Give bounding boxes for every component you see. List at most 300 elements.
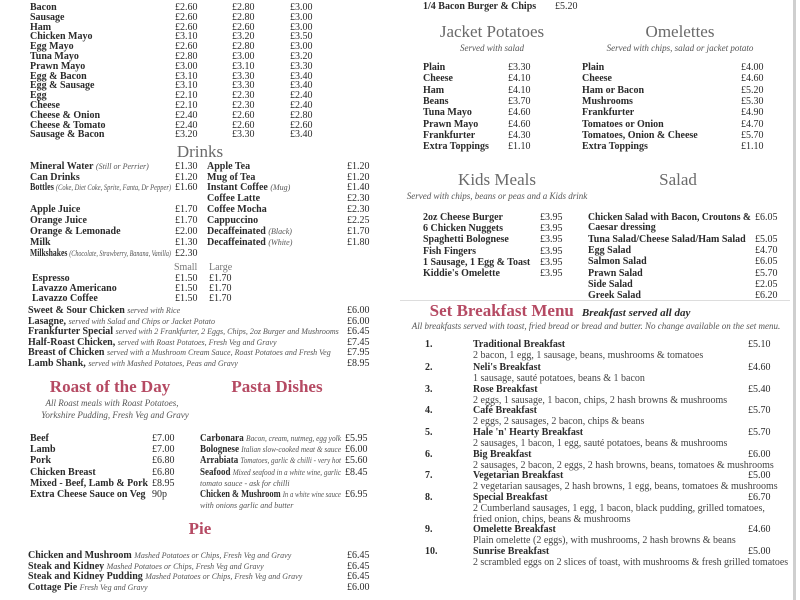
salad-item: Side Salad	[588, 279, 633, 290]
item-description: Bacon, cream, nutmeg, egg yolk	[246, 434, 342, 443]
drink-price: £1.20	[175, 172, 198, 183]
main-dish	[28, 348, 331, 358]
omelette-item: Cheese	[582, 73, 612, 85]
salad-item: Salmon Salad	[588, 256, 647, 267]
breakfast-number: 6.	[425, 449, 433, 460]
breakfast-price: £6.70	[748, 492, 771, 503]
roast-price: 90p	[152, 489, 167, 500]
breakfast-subtitle: All breakfasts served with toast, fried bread or bread and butter. No change available on the set menu.	[411, 321, 781, 331]
omelette-price: £4.90	[741, 107, 764, 119]
jacket-price: £4.10	[508, 73, 531, 85]
sandwich-section	[0, 0, 400, 145]
item-description: Italian slow-cooked meat & sauce	[241, 445, 341, 454]
jacket-price: £4.10	[508, 84, 531, 96]
drink-price: £1.60	[175, 182, 198, 193]
drink-item	[30, 238, 51, 248]
salad-item: Greek Salad	[588, 290, 641, 300]
price-medium: £2.30	[232, 90, 255, 102]
sandwich-name: Egg & Sausage	[30, 80, 95, 92]
item-description: served with a Mushroom Cream Sauce, Roast Potatoes and Fresh Veg	[106, 348, 331, 358]
drink-price: £2.00	[175, 226, 198, 237]
omelette-item: Tomatoes or Onion	[582, 118, 664, 130]
sandwich-name: Sausage	[30, 11, 65, 23]
price-medium: £2.80	[232, 41, 255, 53]
item-name: Decaffeinated	[207, 226, 266, 237]
sandwich-name: Ham	[30, 21, 52, 33]
breakfast-number: 7.	[425, 470, 433, 481]
jacket-item: Prawn Mayo	[423, 118, 479, 130]
item-name: Cappuccino	[207, 215, 259, 226]
drink-item	[207, 162, 250, 172]
coffee-name: Lavazzo Coffee	[32, 293, 98, 302]
item-name: Half-Roast Chicken,	[28, 336, 116, 348]
item-description: (Coke, Diet Coke, Sprite, Fanta, Dr Pepper)	[55, 183, 172, 192]
breakfast-description: 2 bacon, 1 egg, 1 sausage, beans, mushrooms & tomatoes	[473, 350, 704, 361]
main-price: £6.00	[347, 305, 370, 316]
item-description: (Chocolate, Strawberry, Banana, Vanilla)	[69, 249, 171, 258]
item-name: Chicken and Mushroom	[28, 550, 132, 561]
salad-price: £5.05	[755, 234, 778, 245]
breakfast-price: £5.40	[748, 384, 771, 395]
roast-subtitle: Yorkshire Pudding, Fresh Veg and Gravy	[41, 410, 189, 420]
kids-price: £3.95	[540, 256, 563, 268]
price-small: £3.00	[175, 60, 198, 72]
item-name: Steak and Kidney Pudding	[28, 571, 143, 583]
drink-item	[30, 183, 171, 193]
price-medium: £2.30	[232, 100, 255, 111]
price-small: £3.10	[175, 80, 198, 92]
breakfast-name: Vegetarian Breakfast	[473, 470, 564, 481]
omelette-item: Ham or Bacon	[582, 84, 645, 96]
jacket-price: £3.30	[508, 62, 531, 73]
kids-item: Fish Fingers	[423, 245, 477, 257]
sandwich-name: Cheese	[30, 100, 60, 111]
item-name: Bolognese	[200, 444, 240, 455]
omelette-price: £5.70	[741, 129, 764, 141]
breakfast-title: Set Breakfast Menu	[429, 301, 574, 320]
price-small: £2.40	[175, 119, 198, 131]
item-name: Apple Juice	[30, 204, 81, 215]
item-description: In a white wine sauce	[282, 490, 341, 499]
drink-item	[207, 216, 258, 226]
pasta-item	[200, 434, 341, 444]
drinks-section	[0, 145, 400, 302]
price-medium: £3.30	[232, 80, 255, 92]
sandwich-name: Tuna Mayo	[30, 51, 79, 62]
pie-price: £6.45	[347, 550, 370, 561]
roast-pasta-section	[0, 372, 400, 520]
breakfast-description: 1 sausage, sauté potatoes, beans & 1 bacon	[473, 373, 645, 384]
sandwich-name: Chicken Mayo	[30, 31, 93, 43]
item-description: (Still or Perrier)	[95, 162, 149, 171]
breakfast-name: Café Breakfast	[473, 405, 537, 416]
jacket-title: Jacket Potatoes	[439, 22, 545, 41]
omelette-item: Frankfurter	[582, 107, 635, 119]
sandwich-name: Egg & Bacon	[30, 70, 87, 82]
price-small: £2.60	[175, 11, 198, 23]
kids-salad-section	[400, 160, 800, 300]
breakfast-price: £5.70	[748, 427, 771, 438]
sandwich-name: Egg	[30, 90, 47, 102]
drink-price: £1.30	[175, 237, 198, 248]
price-large: £2.60	[290, 119, 313, 131]
pasta-price: £5.60	[345, 455, 368, 466]
kids-item: Kiddie's Omelette	[423, 268, 500, 279]
roast-price: £6.80	[152, 455, 175, 467]
price-large: £3.00	[290, 21, 313, 33]
item-name: Breast of Chicken	[28, 347, 105, 359]
breakfast-description: 2 eggs, 2 sausages, 2 bacon, chips & beans	[473, 416, 645, 427]
drink-price: £1.40	[347, 182, 370, 193]
breakfast-price: £6.00	[748, 449, 771, 460]
price-small: £2.60	[175, 2, 198, 13]
main-price: £7.45	[347, 336, 370, 348]
sandwich-name: Prawn Mayo	[30, 60, 86, 72]
sandwich-name: Egg Mayo	[30, 41, 74, 53]
item-name: Apple Tea	[207, 161, 251, 172]
jacket-omelette-section	[400, 0, 800, 160]
price-large: £2.80	[290, 109, 313, 121]
salad-item: Caesar dressing	[588, 222, 656, 233]
price-medium: £2.80	[232, 2, 255, 13]
item-name: Coffee Mocha	[207, 204, 267, 215]
roast-price: £8.95	[152, 477, 175, 489]
drink-price: £1.20	[347, 161, 370, 172]
pie-price: £6.45	[347, 560, 370, 572]
breakfast-description: Plain omelette (2 eggs), with mushrooms, 2 hash browns & beans	[473, 535, 736, 546]
item-name: Coffee Latte	[207, 193, 261, 204]
breakfast-price: £4.60	[748, 362, 771, 373]
breakfast-name: Neli's Breakfast	[473, 362, 541, 373]
pasta-price: £5.95	[345, 433, 368, 444]
breakfast-price: £5.10	[748, 339, 771, 350]
price-small: £2.80	[175, 51, 198, 62]
breakfast-number: 5.	[425, 427, 433, 438]
breakfast-name: Special Breakfast	[473, 492, 548, 503]
price-large: £3.30	[290, 60, 313, 72]
burger-price: £5.20	[555, 1, 578, 12]
omelette-price: £4.70	[741, 118, 764, 130]
main-price: £6.45	[347, 326, 370, 338]
jacket-item: Tuna Mayo	[423, 107, 472, 119]
jacket-item: Beans	[423, 95, 449, 107]
salad-item: Egg Salad	[588, 245, 632, 256]
mains-section	[0, 302, 400, 372]
pasta-item	[200, 456, 341, 466]
salad-price: £6.05	[755, 212, 778, 223]
page-edge	[793, 0, 796, 600]
coffee-price-small: £1.50	[175, 273, 198, 284]
jacket-item: Cheese	[423, 73, 453, 85]
price-large: £3.40	[290, 70, 313, 82]
coffee-name: Espresso	[32, 273, 70, 284]
price-large: £3.00	[290, 41, 313, 53]
price-large: £2.40	[290, 90, 313, 102]
drinks-title: Drinks	[176, 145, 224, 161]
item-name: Bottles	[30, 182, 54, 193]
price-medium: £3.20	[232, 31, 255, 43]
breakfast-name: Traditional Breakfast	[473, 339, 566, 350]
price-large: £3.00	[290, 11, 313, 23]
item-description: Fresh Veg and Gravy	[79, 583, 148, 593]
item-description: served with Mashed Potatoes, Peas and Gravy	[88, 359, 238, 368]
kids-item: Spaghetti Bolognese	[423, 234, 509, 246]
breakfast-header	[430, 302, 691, 322]
kids-item: 2oz Cheese Burger	[423, 212, 503, 223]
drink-price: £2.30	[347, 204, 370, 215]
kids-price: £3.95	[540, 268, 563, 279]
breakfast-number: 4.	[425, 405, 433, 416]
drink-price: £1.20	[347, 172, 370, 183]
pasta-description: tomato sauce - ask for chilli	[200, 479, 290, 488]
breakfast-number: 8.	[425, 492, 433, 503]
drink-item	[30, 227, 121, 237]
salad-item: Prawn Salad	[588, 268, 643, 279]
jacket-subtitle: Served with salad	[460, 43, 524, 53]
main-dish	[28, 306, 180, 316]
item-description: Tomatoes, garlic & chilli - very hot	[240, 456, 342, 465]
salad-item: Tuna Salad/Cheese Salad/Ham Salad	[588, 234, 746, 245]
breakfast-price: £4.60	[748, 524, 771, 535]
omelette-item: Extra Toppings	[582, 141, 648, 153]
kids-title: Kids Meals	[458, 170, 536, 189]
salad-price: £5.70	[755, 268, 778, 279]
salad-item: Chicken Salad with Bacon, Croutons &	[588, 212, 751, 223]
item-name: Can Drinks	[30, 172, 80, 183]
drink-item	[207, 205, 267, 215]
size-large-header: Large	[209, 262, 233, 273]
breakfast-number: 10.	[425, 546, 438, 557]
coffee-price-large: £1.70	[209, 293, 232, 302]
item-name: Lamb Shank,	[28, 358, 86, 369]
price-large: £3.00	[290, 2, 313, 13]
price-small: £2.60	[175, 21, 198, 33]
breakfast-tagline: Breakfast served all day	[581, 307, 691, 319]
sandwich-name: Cheese & Tomato	[30, 119, 106, 131]
price-large: £3.50	[290, 31, 313, 43]
price-large: £2.40	[290, 100, 313, 111]
pie-title: Pie	[188, 520, 212, 538]
price-small: £2.60	[175, 41, 198, 53]
jacket-item: Extra Toppings	[423, 141, 489, 153]
jacket-price: £4.30	[508, 129, 531, 141]
price-medium: £2.80	[232, 11, 255, 23]
roast-item: Pork	[30, 455, 52, 467]
pasta-description: with onions garlic and butter	[200, 501, 294, 510]
pasta-price: £8.45	[345, 467, 368, 478]
item-description: (White)	[268, 238, 293, 247]
breakfast-description: fried onion, chips, beans & mushrooms	[473, 514, 631, 525]
jacket-price: £4.60	[508, 107, 531, 119]
breakfast-description: 2 sausages, 2 bacon, 2 eggs, 2 hash browns, beans, tomatoes & mushrooms	[473, 460, 774, 471]
roast-item: Beef	[30, 433, 49, 444]
price-small: £3.20	[175, 129, 198, 141]
sandwich-name: Bacon	[30, 2, 57, 13]
breakfast-description: 2 sausages, 1 bacon, 1 egg, sauté potatoes, beans & mushrooms	[473, 438, 728, 449]
breakfast-number: 2.	[425, 362, 433, 373]
item-name: Seafood	[200, 467, 231, 478]
drink-price: £1.70	[175, 215, 198, 226]
breakfast-price: £5.70	[748, 405, 771, 416]
price-large: £3.40	[290, 129, 313, 141]
item-name: Mineral Water	[30, 161, 94, 172]
kids-item: 6 Chicken Nuggets	[423, 223, 504, 235]
item-name: Milkshakes	[30, 248, 68, 259]
item-name: Orange & Lemonade	[30, 226, 121, 237]
item-name: Frankfurter Special	[28, 326, 114, 338]
breakfast-name: Hale 'n' Hearty Breakfast	[473, 427, 584, 438]
coffee-price-small: £1.50	[175, 293, 198, 302]
pasta-price: £6.00	[345, 444, 368, 455]
main-dish	[28, 317, 215, 327]
drink-price: £2.30	[175, 248, 198, 259]
roast-subtitle: All Roast meals with Roast Potatoes,	[45, 398, 179, 408]
price-medium: £3.10	[232, 60, 255, 72]
price-small: £2.40	[175, 109, 198, 121]
drink-item	[207, 227, 292, 237]
omelette-price: £4.60	[741, 73, 764, 85]
item-name: Carbonara	[200, 433, 244, 444]
kids-item: 1 Sausage, 1 Egg & Toast	[423, 256, 531, 268]
coffee-price-small: £1.50	[175, 283, 198, 294]
item-name: Milk	[30, 237, 51, 248]
price-small: £2.10	[175, 100, 198, 111]
drink-item	[30, 162, 149, 172]
main-dish	[28, 359, 238, 369]
pasta-price: £6.95	[345, 489, 368, 500]
breakfast-description: 2 vegetarian sausages, 2 hash browns, 1 egg, beans, tomatoes & mushrooms	[473, 481, 778, 492]
salad-title: Salad	[659, 170, 697, 189]
breakfast-description: 2 Cumberland sausages, 1 egg, 1 bacon, black pudding, grilled tomatoes,	[473, 503, 765, 514]
item-name: Arrabiata	[200, 455, 239, 466]
salad-price: £6.05	[755, 256, 778, 267]
item-description: served with 2 Frankfurter, 2 Eggs, Chips, 2oz Burger and Mushrooms	[115, 327, 339, 337]
breakfast-price: £5.00	[748, 470, 771, 481]
pasta-item	[200, 490, 341, 500]
omelette-price: £5.20	[741, 84, 764, 96]
price-small: £3.10	[175, 70, 198, 82]
breakfast-section	[400, 301, 792, 600]
item-description: (Mug)	[270, 183, 291, 192]
item-description: served with Rice	[127, 306, 181, 315]
coffee-name: Lavazzo Americano	[32, 283, 117, 294]
drink-item	[30, 205, 80, 215]
salad-price: £4.70	[755, 245, 778, 256]
jacket-price: £1.10	[508, 141, 531, 153]
roast-price: £6.80	[152, 466, 175, 478]
kids-price: £3.95	[540, 223, 563, 235]
price-medium: £2.60	[232, 109, 255, 121]
main-price: £6.00	[347, 315, 370, 327]
omelettes-title: Omelettes	[645, 22, 715, 41]
price-medium: £3.30	[232, 70, 255, 82]
breakfast-name: Rose Breakfast	[473, 384, 538, 395]
coffee-price-large: £1.70	[209, 273, 232, 284]
breakfast-name: Big Breakfast	[473, 449, 532, 460]
price-medium: £3.00	[232, 51, 255, 62]
roast-price: £7.00	[152, 444, 175, 456]
item-name: Sweet & Sour Chicken	[28, 305, 125, 316]
main-dish	[28, 338, 277, 348]
omelette-price: £4.00	[741, 62, 764, 73]
salad-price: £6.20	[755, 290, 778, 300]
item-description: served with Salad and Chips or Jacket Potato	[68, 316, 215, 326]
omelettes-subtitle: Served with chips, salad or jacket potato	[606, 43, 754, 53]
jacket-price: £3.70	[508, 95, 531, 107]
drink-item	[30, 216, 87, 226]
pasta-item	[200, 468, 341, 478]
omelette-item: Mushrooms	[582, 95, 633, 107]
item-description: (Black)	[268, 227, 292, 236]
pasta-title: Pasta Dishes	[231, 377, 323, 396]
item-name: Lasagne,	[28, 315, 67, 327]
roast-item: Extra Cheese Sauce on Veg	[30, 489, 146, 500]
drink-price: £2.30	[347, 193, 370, 204]
main-price: £8.95	[347, 358, 370, 369]
pie-item	[28, 572, 302, 582]
jacket-item: Plain	[423, 62, 446, 73]
kids-subtitle: Served with chips, beans or peas and a Kids drink	[406, 191, 588, 201]
drink-price: £1.80	[347, 237, 370, 248]
sandwich-name: Cheese & Onion	[30, 109, 100, 121]
pie-item	[28, 583, 148, 593]
breakfast-description: 2 scrambled eggs on 2 slices of toast, with mushrooms & fresh grilled tomatoes	[473, 557, 789, 568]
price-large: £3.40	[290, 80, 313, 92]
item-name: Mug of Tea	[207, 172, 256, 183]
drink-price: £2.25	[347, 215, 370, 226]
main-dish	[28, 327, 339, 337]
drink-price: £1.30	[175, 161, 198, 172]
pie-price: £6.00	[347, 582, 370, 594]
breakfast-number: 3.	[425, 384, 433, 395]
roast-item: Chicken Breast	[30, 466, 96, 478]
breakfast-price: £5.00	[748, 546, 771, 557]
kids-price: £3.95	[540, 245, 563, 257]
pie-item	[28, 562, 264, 572]
drink-item	[207, 194, 260, 204]
coffee-price-large: £1.70	[209, 283, 232, 294]
roast-item: Lamb	[30, 444, 56, 456]
item-description: served with Roast Potatoes, Fresh Veg and Gravy	[117, 337, 277, 347]
jacket-item: Ham	[423, 84, 445, 96]
item-name: Instant Coffee	[207, 182, 268, 193]
drink-item	[207, 238, 292, 248]
pie-item	[28, 551, 291, 561]
item-description: Mixed seafood in a white wine, garlic	[232, 468, 342, 477]
drink-item	[207, 183, 290, 193]
price-small: £2.10	[175, 90, 198, 102]
salad-price: £2.05	[755, 279, 778, 290]
price-medium: £2.60	[232, 119, 255, 131]
item-description: Mashed Potatoes or Chips, Fresh Veg and Gravy	[134, 551, 292, 560]
breakfast-description: 2 eggs, 1 sausage, 1 bacon, chips, 2 hash browns & mushrooms	[473, 395, 728, 406]
price-medium: £2.60	[232, 21, 255, 33]
jacket-price: £4.60	[508, 118, 531, 130]
roast-item: Mixed - Beef, Lamb & Pork	[30, 477, 149, 489]
roast-title: Roast of the Day	[49, 377, 171, 396]
drink-price: £1.70	[347, 226, 370, 237]
omelette-price: £1.10	[741, 141, 764, 153]
kids-price: £3.95	[540, 234, 563, 246]
item-name: Chicken & Mushroom	[200, 489, 281, 500]
item-name: Decaffeinated	[207, 237, 266, 248]
breakfast-name: Omelette Breakfast	[473, 524, 556, 535]
breakfast-number: 1.	[425, 339, 433, 350]
item-description: Mashed Potatoes or Chips, Fresh Veg and Gravy	[106, 561, 264, 571]
price-medium: £3.30	[232, 129, 255, 141]
breakfast-number: 9.	[425, 524, 433, 535]
pie-price: £6.45	[347, 571, 370, 583]
